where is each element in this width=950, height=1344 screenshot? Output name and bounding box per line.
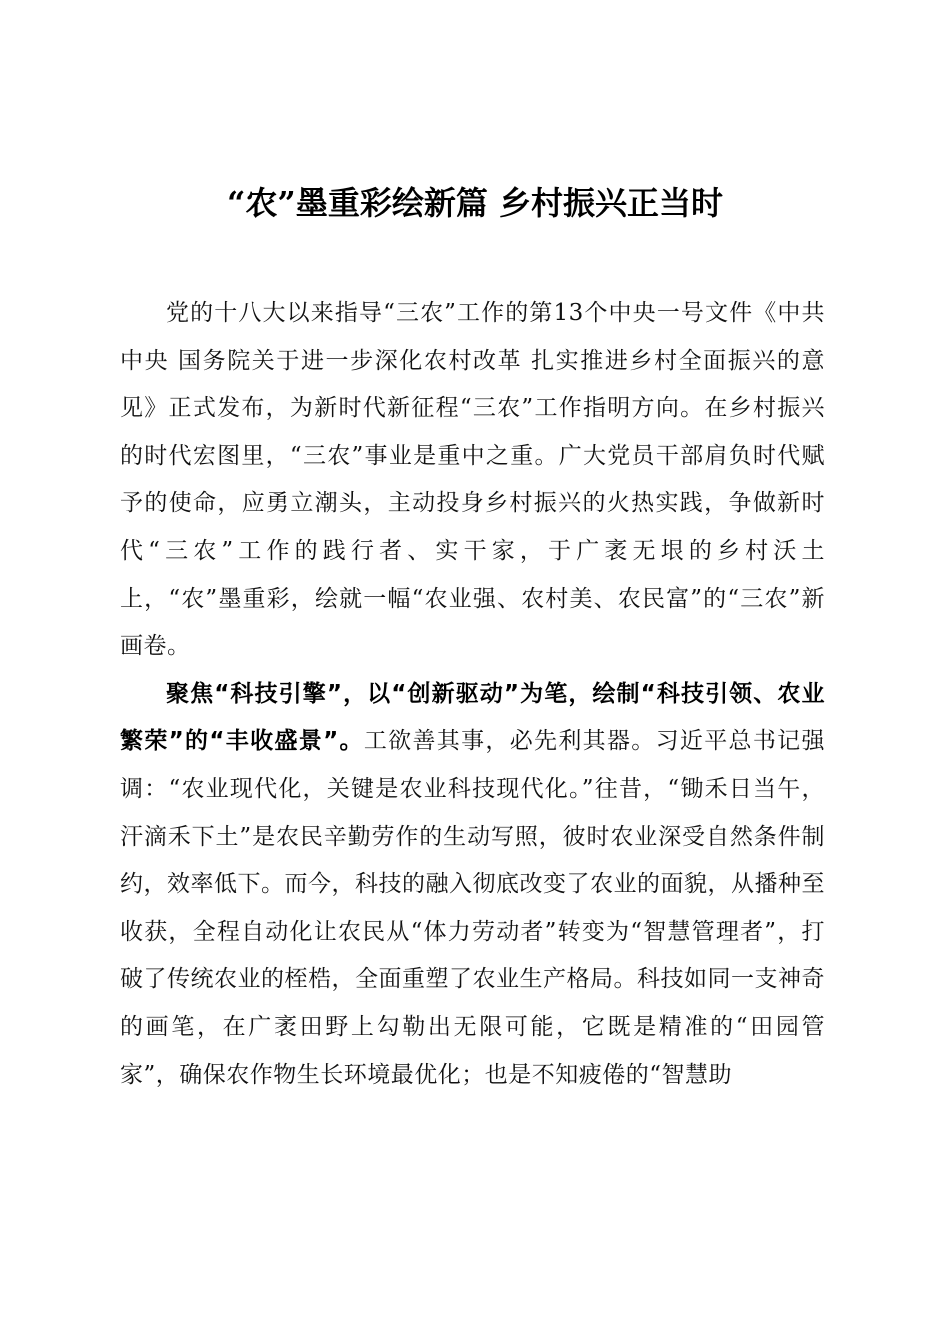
document-body: [120, 290, 825, 1099]
paragraph-technology: [120, 671, 825, 1099]
paragraph-intro: [120, 290, 825, 671]
paragraph-technology-text: 工欲善其事，必先利其器。习近平总书记强调：“农业现代化，关键是农业科技现代化。”往昔，“锄禾日当午，汗滴禾下土”是农民辛勤劳作的生动写照，彼时农业深受自然条件制约，效率低下。而今，科技的融入彻底改变了农业的面貌，从播种至收获，全程自动化让农民从“体力劳动者”转变为“智慧管理者”，打破了传统农业的桎梏，全面重塑了农业生产格局。科技如同一支神奇的画笔，在广袤田野上勾勒出无限可能，它既是精准的“田园管家”，确保农作物生长环境最优化；也是不知疲倦的“智慧助: [120, 728, 826, 1088]
paragraph-intro-text: 党的十八大以来指导“三农”工作的第13个中央一号文件《中共中央 国务院关于进一步深化农村改革 扎实推进乡村全面振兴的意见》正式发布，为新时代新征程“三农”工作指明方向。在乡村振兴的时代宏图里，“三农”事业是重中之重。广大党员干部肩负时代赋予的使命，应勇立潮头，主动投身乡村振兴的火热实践，争做新时代“三农”工作的践行者、实干家，于广袤无垠的乡村沃土上，“农”墨重彩，绘就一幅“农业强、农村美、农民富”的“三农”新画卷。: [120, 300, 825, 660]
document-title: “农”墨重彩绘新篇 乡村振兴正当时: [227, 184, 723, 222]
paragraph-technology-lead: 聚焦“科技引擎”，以“创新驱动”为笔，绘制“科技引领、农业繁荣”的“丰收盛景”。: [120, 680, 825, 755]
